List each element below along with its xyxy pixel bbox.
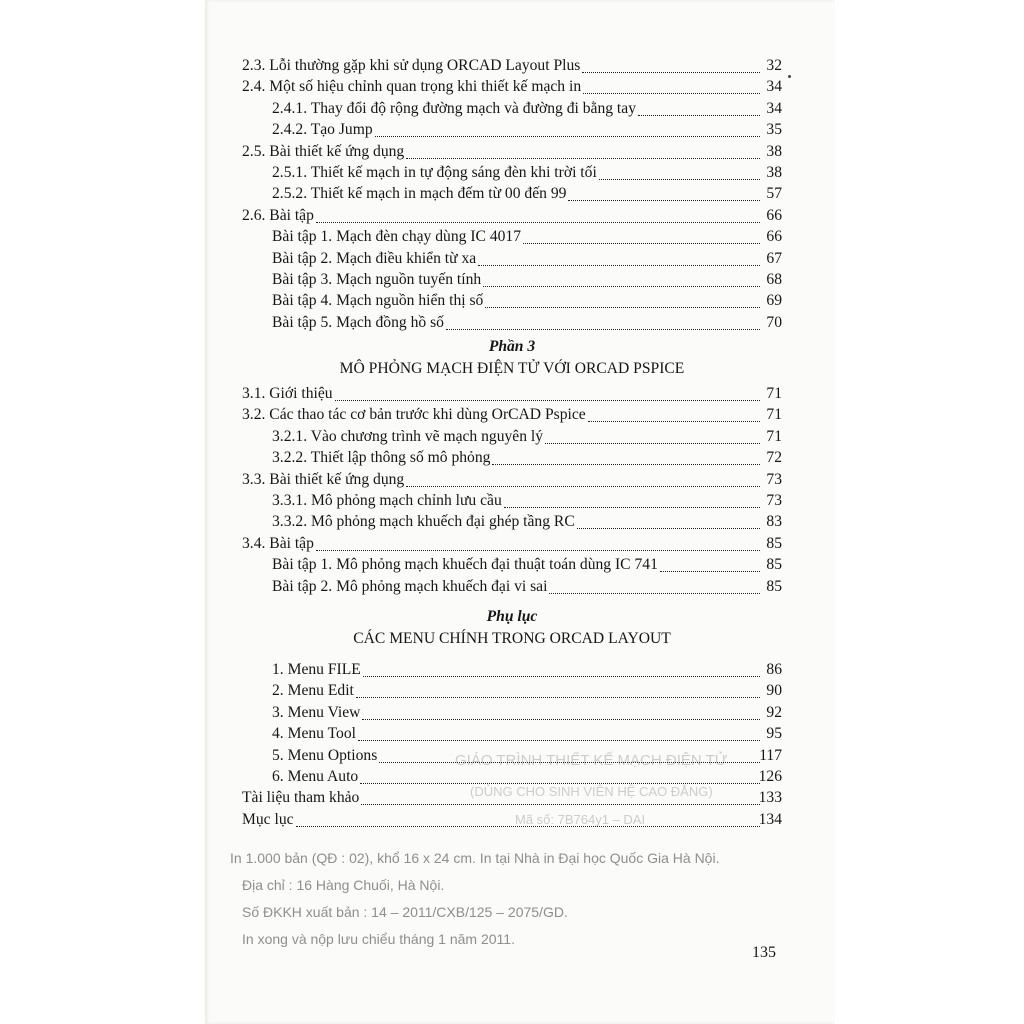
- toc-entry-title: 2.5.1. Thiết kế mạch in tự động sáng đèn khi trời tối: [272, 163, 597, 181]
- toc-entry: [242, 745, 782, 766]
- toc-leader-dots: [568, 183, 760, 201]
- toc-entry: [242, 162, 782, 183]
- toc-entry: [242, 511, 782, 532]
- toc-entry-title: 3.2.2. Thiết lập thông số mô phỏng: [272, 449, 491, 467]
- toc-entry: [242, 723, 782, 744]
- toc-entry-page: 71: [766, 385, 782, 403]
- toc-leader-dots: [660, 554, 760, 572]
- toc-entry: [242, 659, 782, 680]
- part3-title: MÔ PHỎNG MẠCH ĐIỆN TỬ VỚI ORCAD PSPICE: [339, 360, 685, 378]
- toc-entry-page: 133: [758, 789, 782, 807]
- toc-leader-dots: [582, 55, 760, 73]
- toc-leader-dots: [360, 766, 760, 784]
- toc-entry-title: 2.4. Một số hiệu chỉnh quan trọng khi thiết kế mạch in: [242, 78, 582, 96]
- toc-entry-title: Bài tập 1. Mạch đèn chạy dùng IC 4017: [272, 228, 522, 246]
- toc-entry: [242, 447, 782, 468]
- toc-entry-page: 85: [766, 577, 782, 595]
- toc-leader-dots: [485, 290, 760, 308]
- toc-entry-title: 2. Menu Edit: [272, 682, 354, 700]
- appendix-label: Phụ lục: [486, 607, 538, 625]
- imprint-line: In xong và nộp lưu chiểu tháng 1 năm 2011.: [242, 931, 515, 947]
- toc-entry: [242, 76, 782, 97]
- toc-entry-page: 85: [766, 534, 782, 552]
- toc-entry-page: 85: [766, 556, 782, 574]
- toc-entry-page: 38: [766, 163, 782, 181]
- toc-entry-page: 34: [766, 78, 782, 96]
- toc-entry: [242, 490, 782, 511]
- toc-leader-dots: [545, 426, 760, 444]
- toc-entry-page: 73: [766, 492, 782, 510]
- toc-entry: [242, 98, 782, 119]
- toc-entry-page: 68: [766, 270, 782, 288]
- toc-entry: [242, 383, 782, 404]
- toc-entry-title: Bài tập 2. Mô phỏng mạch khuếch đại vi sai: [272, 577, 548, 595]
- toc-entry-page: 57: [766, 185, 782, 203]
- toc-leader-dots: [549, 576, 760, 594]
- toc-entry-page: 92: [766, 703, 782, 721]
- toc-entry: [242, 248, 782, 269]
- toc-leader-dots: [504, 490, 760, 508]
- toc-leader-dots: [446, 312, 760, 330]
- toc-entry-title: Bài tập 3. Mạch nguồn tuyến tính: [272, 270, 482, 288]
- toc-leader-dots: [361, 787, 760, 805]
- toc-entry-title: 2.4.1. Thay đổi độ rộng đường mạch và đường đi bằng tay: [272, 99, 636, 117]
- toc-entry-page: 70: [766, 313, 782, 331]
- appendix-title: CÁC MENU CHÍNH TRONG ORCAD LAYOUT: [353, 629, 671, 647]
- ghost-audience: (DÙNG CHO SINH VIÊN HỆ CAO ĐẲNG): [470, 784, 713, 799]
- toc-entry-title: 2.5. Bài thiết kế ứng dụng: [242, 142, 405, 160]
- toc-entry-title: 4. Menu Tool: [272, 725, 356, 743]
- toc-leader-dots: [379, 745, 760, 763]
- toc-leader-dots: [335, 383, 760, 401]
- toc-entry: [242, 766, 782, 787]
- toc-entry: [242, 702, 782, 723]
- toc-entry-page: 95: [766, 725, 782, 743]
- toc-entry: [242, 680, 782, 701]
- toc-entry-title: 3.3. Bài thiết kế ứng dụng: [242, 470, 405, 488]
- toc-entry-page: 71: [766, 427, 782, 445]
- toc-leader-dots: [638, 98, 760, 116]
- ghost-book-title: GIÁO TRÌNH THIẾT KẾ MẠCH ĐIỆN TỬ: [455, 752, 728, 769]
- toc-entry-page: 34: [766, 99, 782, 117]
- toc-part2: [242, 55, 782, 333]
- toc-entry-title: 3.4. Bài tập: [242, 534, 314, 552]
- toc-entry-page: 134: [758, 810, 782, 828]
- toc-entry: [242, 226, 782, 247]
- toc-entry: [242, 205, 782, 226]
- toc-entry-title: 2.6. Bài tập: [242, 206, 314, 224]
- toc-leader-dots: [375, 119, 760, 137]
- toc-entry-title: 3.1. Giới thiệu: [242, 385, 333, 403]
- toc-entry: [242, 469, 782, 490]
- toc-entry-title: 2.3. Lỗi thường gặp khi sử dụng ORCAD Layout Plus: [242, 57, 581, 74]
- toc-entry-title: 3.3.2. Mô phỏng mạch khuếch đại ghép tầng RC: [272, 513, 575, 531]
- toc-leader-dots: [583, 76, 760, 94]
- toc-entry: [242, 404, 782, 425]
- toc-entry-title: 3. Menu View: [272, 703, 361, 721]
- table-of-contents: [242, 55, 782, 830]
- toc-entry: [242, 312, 782, 333]
- toc-entry-title: Mục lục: [242, 810, 294, 828]
- toc-entry-title: 2.4.2. Tạo Jump: [272, 121, 373, 139]
- ghost-code: Mã số: 7B764y1 – DAI: [515, 812, 646, 827]
- toc-leader-dots: [577, 511, 760, 529]
- toc-leader-dots: [358, 723, 760, 741]
- toc-entry: [242, 141, 782, 162]
- toc-entry-title: 3.2. Các thao tác cơ bản trước khi dùng OrCAD Pspice: [242, 406, 586, 424]
- toc-entry: [242, 426, 782, 447]
- toc-leader-dots: [588, 404, 760, 422]
- imprint-line: In 1.000 bản (QĐ : 02), khổ 16 x 24 cm. In tại Nhà in Đại học Quốc Gia Hà Nội.: [230, 850, 720, 866]
- toc-entry: [242, 787, 782, 808]
- toc-entry-title: Bài tập 4. Mạch nguồn hiển thị số: [272, 292, 484, 310]
- toc-entry-page: 126: [758, 767, 782, 785]
- toc-entry-page: 71: [766, 406, 782, 424]
- toc-entry-title: Tài liệu tham khảo: [242, 789, 360, 807]
- toc-entry-title: 3.3.1. Mô phỏng mạch chỉnh lưu cầu: [272, 492, 502, 510]
- toc-leader-dots: [406, 469, 760, 487]
- toc-entry: [242, 119, 782, 140]
- toc-entry: [242, 269, 782, 290]
- toc-entry: [242, 809, 782, 830]
- toc-entry-title: Bài tập 1. Mô phỏng mạch khuếch đại thuật toán dùng IC 741: [272, 556, 658, 574]
- toc-entry-title: 3.2.1. Vào chương trình vẽ mạch nguyên lý: [272, 427, 544, 445]
- toc-entry-page: 73: [766, 470, 782, 488]
- toc-leader-dots: [483, 269, 760, 287]
- toc-entry-page: 117: [759, 746, 782, 764]
- toc-entry-page: 72: [766, 449, 782, 467]
- toc-entry-page: 83: [766, 513, 782, 531]
- toc-part3: [242, 383, 782, 597]
- toc-leader-dots: [296, 809, 760, 827]
- toc-leader-dots: [492, 447, 760, 465]
- toc-leader-dots: [363, 659, 760, 677]
- part3-label: Phần 3: [488, 338, 536, 356]
- toc-entry-title: Bài tập 5. Mạch đồng hồ số: [272, 313, 444, 331]
- toc-leader-dots: [523, 226, 760, 244]
- toc-entry-page: 67: [766, 249, 782, 267]
- publication-imprint: [230, 845, 820, 953]
- imprint-line: Số ĐKKH xuất bản : 14 – 2011/CXB/125 – 2075/GD.: [242, 904, 568, 920]
- toc-entry-page: 86: [766, 660, 782, 678]
- toc-entry: [242, 533, 782, 554]
- toc-entry-page: 32: [766, 57, 782, 74]
- toc-leader-dots: [316, 533, 760, 551]
- toc-leader-dots: [406, 141, 760, 159]
- toc-leader-dots: [356, 680, 760, 698]
- toc-entry-title: 2.5.2. Thiết kế mạch in mạch đếm từ 00 đến 99: [272, 185, 567, 203]
- toc-entry-page: 90: [766, 682, 782, 700]
- toc-leader-dots: [316, 205, 760, 223]
- ink-speck: [788, 75, 791, 78]
- imprint-line: Địa chỉ : 16 Hàng Chuối, Hà Nội.: [242, 877, 445, 893]
- toc-entry-title: Bài tập 2. Mạch điều khiển từ xa: [272, 249, 477, 267]
- toc-leader-dots: [478, 248, 760, 266]
- toc-entry-title: 6. Menu Auto: [272, 767, 359, 785]
- toc-entry: [242, 55, 782, 76]
- page-number: 135: [752, 944, 776, 961]
- toc-entry-page: 66: [766, 206, 782, 224]
- toc-entry: [242, 183, 782, 204]
- toc-entry-title: 5. Menu Options: [272, 746, 378, 764]
- toc-entry-page: 35: [766, 121, 782, 139]
- toc-entry-page: 69: [766, 292, 782, 310]
- toc-entry: [242, 554, 782, 575]
- toc-appendix: [242, 659, 782, 830]
- toc-entry-page: 38: [766, 142, 782, 160]
- toc-entry-page: 66: [766, 228, 782, 246]
- toc-entry-title: 1. Menu FILE: [272, 660, 361, 678]
- toc-entry: [242, 290, 782, 311]
- toc-leader-dots: [599, 162, 760, 180]
- toc-entry: [242, 576, 782, 597]
- toc-leader-dots: [362, 702, 760, 720]
